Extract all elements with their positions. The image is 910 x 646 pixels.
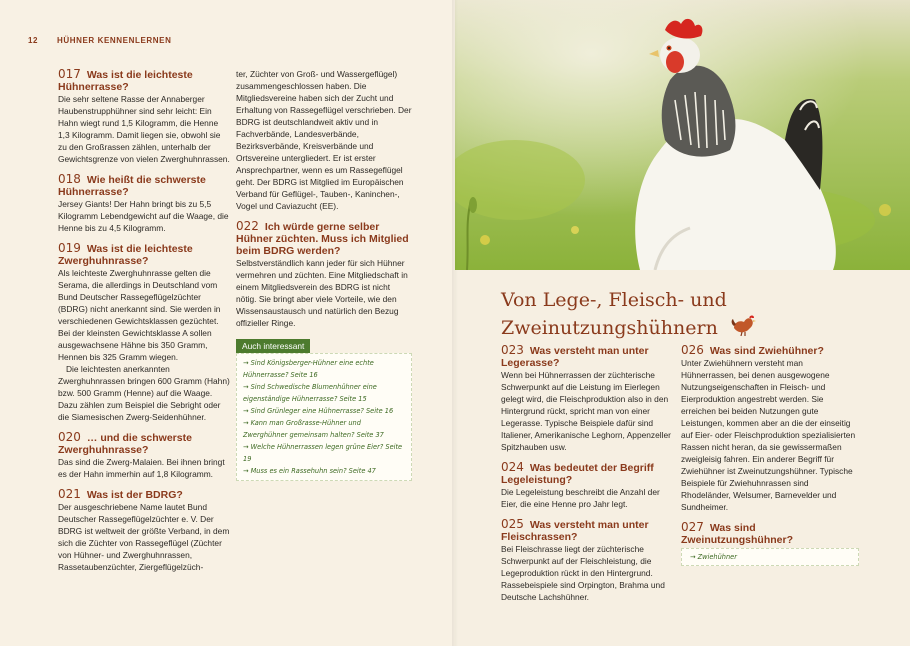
question-heading: [58, 173, 230, 198]
question-number: 018: [58, 172, 81, 186]
question-heading: [58, 68, 230, 93]
question-number: 019: [58, 241, 81, 255]
question-title: Wie heißt die schwerste Hühnerrasse?: [58, 174, 206, 198]
page-number: 12: [28, 36, 39, 45]
chicken-photo: [455, 0, 910, 270]
question-018: [58, 173, 230, 234]
answer-body: [681, 357, 859, 513]
cross-reference-item[interactable]: → Welche Hühnerrassen legen grüne Eier? Seite 19: [243, 443, 403, 463]
question-022: [236, 220, 412, 329]
question-heading: [501, 518, 673, 543]
box-title: Auch interessant: [236, 339, 310, 353]
question-020: [58, 431, 230, 480]
question-023: [501, 344, 673, 453]
answer-text: Jersey Giants! Der Hahn bringt bis zu 5,5 Kilogramm Lebendgewicht auf die Waage, die Henne bis zu 4,5 Kilogramm.: [58, 199, 229, 233]
answer-text: Die leichtesten anerkannten Zwerghuhnrassen bringen 600 Gramm (Hahn) bzw. 500 Gramm (Henne) auf die Waage. Dazu zählen zum Beispiel die Sebright oder die Siamesischen Zwerg-Seidenhühner.: [58, 364, 230, 422]
question-title: Was ist die leichteste Hühnerrasse?: [58, 69, 193, 93]
question-heading: [58, 242, 230, 267]
cross-reference-item[interactable]: → Kann man Großrasse-Hühner und Zwerghühner gemeinsam halten? Seite 37: [243, 419, 384, 439]
question-title: Was sind Zweinutzungshühner?: [681, 522, 793, 546]
question-number: 017: [58, 67, 81, 81]
left-column-1: [58, 68, 230, 581]
question-heading: [501, 344, 673, 369]
right-page: [455, 0, 910, 646]
question-heading: [681, 521, 859, 546]
answer-body: [58, 93, 230, 165]
question-heading: [58, 488, 230, 501]
question-title: Was ist die leichteste Zwerghuhnrasse?: [58, 243, 193, 267]
answer-text: Die Legeleistung beschreibt die Anzahl der Eier, die eine Henne pro Jahr legt.: [501, 487, 660, 509]
question-number: 020: [58, 430, 81, 444]
answer-text: Der ausgeschriebene Name lautet Bund Deutscher Rassegeflügelzüchter e. V. Der BDRG ist weltweit der größte Verband, in dem sich die Züchter von Rassegeflügel (Züchter von Hühner- und Zwerghuhnrassen, Rassetaubenzüchter, Ziergeflügelzüch-: [58, 502, 230, 572]
question-019: [58, 242, 230, 423]
cross-reference-item[interactable]: → Sind Schwedische Blumenhühner eine eigenständige Hühnerrasse? Seite 15: [243, 383, 377, 403]
heading-line-2: Zweinutzungshühnern: [501, 317, 718, 339]
answer-text: Die sehr seltene Rasse der Annaberger Haubenstrupphühner sind sehr leicht: Ein Hahn wiegt rund 1,5 Kilogramm, die Henne 1,3 Kilogramm. Damit liegen sie, obwohl sie zu den Großrassen zählen, unterhalb der Gewichtsgrenze von vielen Zwerghuhnrassen.: [58, 94, 230, 164]
question-heading: [236, 220, 412, 257]
question-number: 022: [236, 219, 259, 233]
question-heading: [681, 344, 859, 357]
cross-reference-list: [236, 353, 412, 481]
cross-reference-link[interactable]: → Zwiehühner: [681, 548, 859, 566]
answer-text: Selbstverständlich kann jeder für sich Hühner vermehren und züchten. Eine Mitgliedschaft in einem Mitgliedsverein des BDRG ist nicht nötig. Sie bringt aber viele Vorteile, wie den Wissensaustausch und natürlich den Bezug offizieller Ringe.: [236, 258, 408, 328]
running-header: [28, 36, 171, 45]
question-heading: [501, 461, 673, 486]
question-021: [58, 488, 230, 573]
also-interesting-box: [236, 339, 412, 481]
hen-icon: [730, 314, 756, 344]
cross-reference-item[interactable]: → Sind Grünleger eine Hühnerrasse? Seite 16: [243, 407, 394, 415]
answer-body: [58, 456, 230, 480]
heading-line-1: Von Lege-, Fleisch- und: [501, 289, 727, 311]
question-heading: [58, 431, 230, 456]
answer-text: Als leichteste Zwerghuhnrasse gelten die Serama, die allerdings in Deutschland vom Bund Deutscher Rassegeflügelzüchter (BDRG) nicht anerkannt sind. Sie werden in verschiedenen Gewichtsklassen gezüchtet. Bei der kleinsten Gewichtsklasse A sollen ausgewachsene Hähne bis 350 Gramm, Hennen bis 325 Gramm wiegen.: [58, 268, 221, 362]
answer-body: [58, 501, 230, 573]
cross-reference-item[interactable]: → Muss es ein Rassehuhn sein? Seite 47: [243, 467, 376, 475]
page-gutter: [452, 0, 458, 646]
answer-text: Wenn bei Hühnerrassen der züchterische Schwerpunkt auf die Leistung im Eierlegen gelegt wird, die Fleischproduktion also in den Hintergrund rückt, spricht man von einer Legerasse. Typische Beispiele dafür sind Italiener, Amerikanische Leghorn, Appenzeller Spitzhauben usw.: [501, 370, 671, 452]
question-title: Was sind Zwiehühner?: [709, 345, 824, 357]
cross-reference-item[interactable]: → Sind Königsberger-Hühner eine echte Hühnerrasse? Seite 16: [243, 359, 374, 379]
continued-paragraph: ter, Züchter von Groß- und Wassergeflügel) zusammengeschlossen haben. Die Mitgliedsvereine haben sich der Zucht und Erhaltung von Rassegeflügel verschrieben. Der BDRG ist deutschlandweit aktiv und in Fachverbände, Landesverbände, Bezirksverbände, Kreisverbände und Ortsvereine untergliedert. Er ist erster Ansprechpartner, wenn es um Rassegeflügel geht. Der BDRG ist Mitglied im Europäischen Verband für Geflügel-, Tauben-, Kaninchen-, Vogel und Caviazucht (EE).: [236, 69, 412, 211]
answer-body: [501, 543, 673, 603]
question-title: Was versteht man unter Legerasse?: [501, 345, 649, 369]
question-024: [501, 461, 673, 510]
question-025: [501, 518, 673, 603]
answer-body: [501, 486, 673, 510]
left-column-2: [236, 68, 412, 481]
right-column-1: [501, 344, 673, 611]
question-026: [681, 344, 859, 513]
right-column-2: [681, 344, 859, 574]
question-number: 027: [681, 520, 704, 534]
question-number: 021: [58, 487, 81, 501]
answer-body: [58, 267, 230, 423]
section-heading: [501, 286, 901, 344]
question-number: 025: [501, 517, 524, 531]
answer-text: Bei Fleischrasse liegt der züchterische Schwerpunkt auf der Fleischleistung, die Legeproduktion rückt in den Hintergrund. Rassebeispiele sind Orpington, Brahma und Deutsche Lachshühner.: [501, 544, 665, 602]
question-title: Was bedeutet der Begriff Legeleistung?: [501, 462, 654, 486]
question-017: [58, 68, 230, 165]
question-027: [681, 521, 859, 566]
answer-body: [58, 198, 230, 234]
question-title: … und die schwerste Zwerghuhnrasse?: [58, 432, 192, 456]
answer-text: Unter Zwiehühnern versteht man Hühnerrassen, bei denen ausgewogene Nutzungseigenschaften in Fleisch- und Eierproduktion angestrebt werden. Sie erreichen bei beiden Nutzungen gute Leistungen, kommen aber an die der einseitig auf Eier- oder Fleischproduktion spezialisierten Rassen nicht heran, da sie gewissermaßen zweigleisig fahren. Ein anderer Begriff für Zwiehühner ist Zweinutzungshühner. Typische Beispiele für Zwiehuhnrassen sind Rhodeländer, Welsumer, Barnevelder und Sundheimer.: [681, 358, 856, 512]
answer-body: [501, 369, 673, 453]
answer-text: Das sind die Zwerg-Malaien. Bei ihnen bringt es der Hahn immerhin auf 1,8 Kilogramm.: [58, 457, 225, 479]
question-title: Was versteht man unter Fleischrassen?: [501, 519, 649, 543]
section-title: HÜHNER KENNENLERNEN: [56, 36, 172, 45]
question-number: 023: [501, 343, 524, 357]
question-title: Ich würde gerne selber Hühner züchten. Muss ich Mitglied beim BDRG werden?: [236, 221, 409, 257]
question-number: 026: [681, 343, 704, 357]
question-number: 024: [501, 460, 524, 474]
answer-body: [681, 548, 859, 566]
question-title: Was ist der BDRG?: [86, 489, 183, 501]
